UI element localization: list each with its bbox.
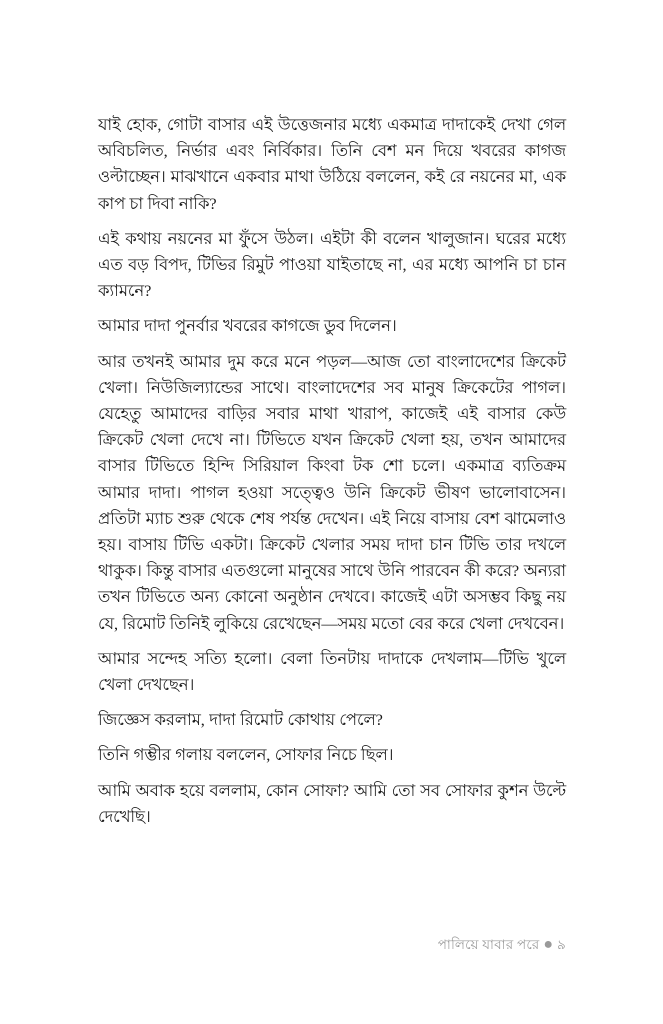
paragraph: তিনি গম্ভীর গলায় বললেন, সোফার নিচে ছিল।: [98, 745, 394, 765]
paragraph: আমার সন্দেহ সত্যি হলো। বেলা তিনটায় দাদাকে দেখলাম—টিভি খুলে খেলা দেখছেন।: [98, 648, 566, 695]
paragraph: আমি অবাক হয়ে বললাম, কোন সোফা? আমি তো সব সোফার কুশন উল্টে দেখেছি।: [98, 780, 566, 826]
footer-book-title: পালিয়ে যাবার পরে: [437, 937, 540, 952]
paragraph: আমার দাদা পুনর্বার খবরের কাগজে ডুব দিলেন।: [98, 316, 397, 336]
paragraph: যাই হোক, গোটা বাসার এই উত্তেজনার মধ্যে একমাত্র দাদাকেই দেখা গেল অবিচলিত, নির্ভার এবং নির্বিকার। তিনি বেশ মন দিয়ে খবরের কাগজ ওল্টাচ্ছেন। মাঝখানে একবার মাথা উঠিয়ে বললেন, কই রে নয়নের মা, এক কাপ চা দিবা নাকি?: [98, 115, 566, 213]
paragraph: আর তখনই আমার দুম করে মনে পড়ল—আজ তো বাংলাদেশের ক্রিকেট খেলা। নিউজিল্যান্ডের সাথে। বাংলাদেশের সব মানুষ ক্রিকেটের পাগল। যেহেতু আমাদের বাড়ির সবার মাথা খারাপ, কাজেই এই বাসার কেউ ক্রিকেট খেলা দেখে না। টিভিতে যখন ক্রিকেট খেলা হয়, তখন আমাদের বাসার টিভিতে হিন্দি সিরিয়াল কিংবা টক শো চলে। একমাত্র ব্যতিক্রম আমার দাদা। পাগল হওয়া সত্ত্বেও উনি ক্রিকেট ভীষণ ভালোবাসেন। প্রতিটা ম্যাচ শুরু থেকে শেষ পর্যন্ত দেখেন। এই নিয়ে বাসায় বেশ ঝামেলাও হয়। বাসায় টিভি একটা। ক্রিকেট খেলার সময় দাদা চান টিভি তার দখলে থাকুক। কিন্তু বাসার এতগুলো মানুষের সাথে উনি পারবেন কী করে? অন্যরা তখন টিভিতে অন্য কোনো অনুষ্ঠান দেখবে। কাজেই এটা অসম্ভব কিছু নয় যে, রিমোট তিনিই লুকিয়ে রেখেছেন—সময় মতো বের করে খেলা দেখবেন।: [98, 351, 566, 633]
paragraph: জিজ্ঞেস করলাম, দাদা রিমোট কোথায় পেলে?: [98, 710, 383, 730]
page-footer: [98, 936, 566, 954]
paragraph: এই কথায় নয়নের মা ফুঁসে উঠল। এইটা কী বলেন খালুজান। ঘরের মধ্যে এত বড় বিপদ, টিভির রিমুট পাওয়া যাইতাছে না, এর মধ্যে আপনি চা চান ক্যামনে?: [98, 228, 566, 301]
footer-page-number: ৯: [557, 937, 566, 952]
body-text-column: [98, 112, 566, 830]
footer-separator-dot: ●: [543, 936, 554, 953]
